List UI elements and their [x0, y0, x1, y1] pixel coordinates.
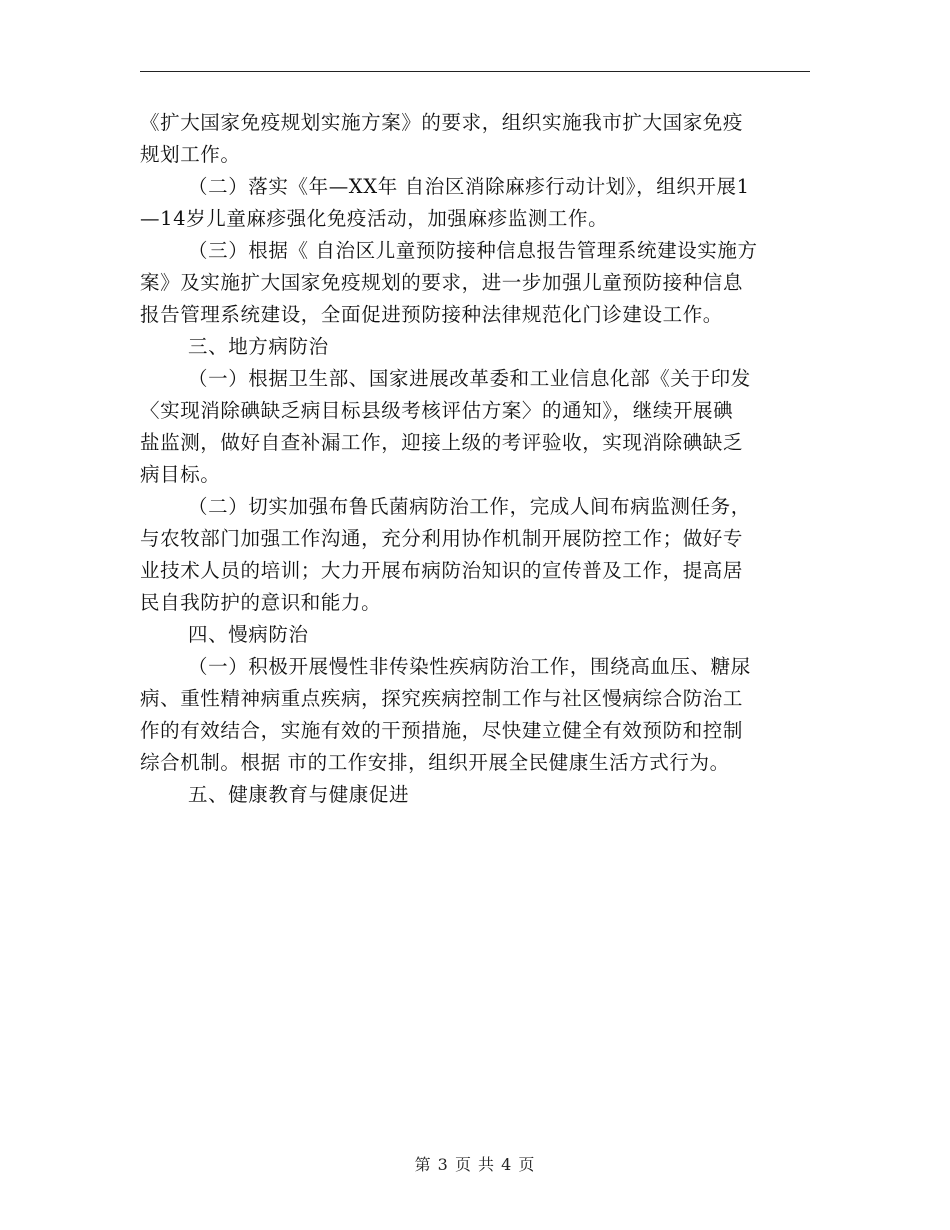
- text-line: （三）根据《 自治区儿童预防接种信息报告管理系统建设实施方: [188, 239, 758, 262]
- text-line: （二）切实加强布鲁氏菌病防治工作，完成人间布病监测任务，: [188, 495, 751, 518]
- text-line: 业技术人员的培训；大力开展布病防治知识的宣传普及工作，提高居: [140, 559, 744, 582]
- text-line: 四、慢病防治: [188, 623, 309, 646]
- text-line: 〈实现消除碘缺乏病目标县级考核评估方案〉的通知》，继续开展碘: [140, 399, 734, 422]
- text-line: 《扩大国家免疫规划实施方案》的要求，组织实施我市扩大国家免疫: [140, 111, 744, 134]
- text-line: 案》及实施扩大国家免疫规划的要求，进一步加强儿童预防接种信息: [140, 271, 744, 294]
- header-rule: [140, 71, 810, 72]
- page-footer: 第 3 页 共 4 页: [414, 1155, 536, 1174]
- text-line: （一）根据卫生部、国家进展改革委和工业信息化部《关于印发: [188, 367, 751, 390]
- text-line: 报告管理系统建设，全面促进预防接种法律规范化门诊建设工作。: [140, 303, 723, 326]
- document-body: [140, 107, 815, 811]
- text-line: 综合机制。根据 市的工作安排，组织开展全民健康生活方式行为。: [140, 751, 730, 774]
- text-line: 五、健康教育与健康促进: [188, 783, 410, 806]
- text-line: 作的有效结合，实施有效的干预措施，尽快建立健全有效预防和控制: [140, 719, 744, 742]
- text-line: —14岁儿童麻疹强化免疫活动，加强麻疹监测工作。: [140, 207, 609, 230]
- text-line: 盐监测，做好自查补漏工作，迎接上级的考评验收，实现消除碘缺乏: [140, 431, 744, 454]
- text-line: 规划工作。: [140, 143, 241, 166]
- text-line: 病、重性精神病重点疾病，探究疾病控制工作与社区慢病综合防治工: [140, 687, 744, 710]
- text-line: （二）落实《年—XX年 自治区消除麻疹行动计划》，组织开展1: [188, 175, 750, 198]
- text-line: 民自我防护的意识和能力。: [140, 591, 382, 614]
- text-line: （一）积极开展慢性非传染性疾病防治工作，围绕高血压、糖尿: [188, 655, 751, 678]
- text-line: 三、地方病防治: [188, 335, 329, 358]
- text-line: 病目标。: [140, 463, 221, 486]
- text-line: 与农牧部门加强工作沟通，充分利用协作机制开展防控工作；做好专: [140, 527, 744, 550]
